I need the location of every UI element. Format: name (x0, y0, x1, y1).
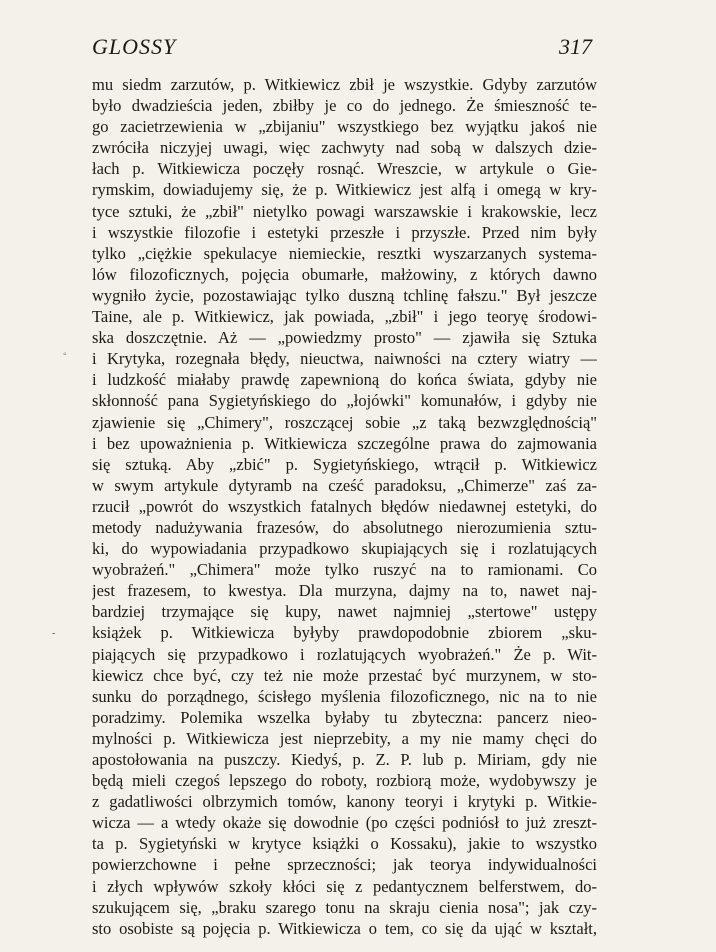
text-line: i złych wpływów szkoły kłóci się z pedantycznem belferstwem, do- (92, 876, 597, 896)
text-line: poradzimy. Polemika wszelka byłaby tu zbyteczna: pancerz nieo- (92, 707, 597, 727)
text-line: apostołowania na puszczy. Kiedyś, p. Z. P. lub p. Miriam, gdy nie (92, 750, 597, 769)
text-line: skłonność pana Sygietyńskiego do „łojówki" komunałów, i gdyby nie (92, 391, 597, 411)
text-line: i Krytyka, rozegnała błędy, nieuctwa, naiwności na cztery wiatry — (92, 349, 597, 369)
text-line: wicza — a wtedy okaże się dowodnie (po części podniósł to już zreszt- (92, 813, 597, 833)
text-line: zwróciła niczyjej uwagi, więc zachwyty nad sobą w dalszych dzie- (92, 138, 597, 158)
text-line: będą mieli czegoś lepszego do roboty, rozbiorą może, wydobywszy je (92, 771, 597, 791)
text-line: ska doszczętnie. Aż — „powiedzmy prosto" — zjawiła się Sztuka (92, 328, 597, 348)
text-line: w swym artykule dytyramb na cześć paradoksu, „Chimerze" zaś za- (92, 475, 597, 495)
body-text (92, 74, 597, 939)
text-line: tylko „ciężkie spekulacye niemieckie, resztki wyszarzanych systema- (92, 243, 597, 263)
text-line: metody nadużywania frazesów, do absolutnego nierozumienia sztu- (92, 517, 597, 537)
text-line: wygniło życie, pozostawiając tylko duszną tchlinę fałszu." Był jeszcze (92, 285, 597, 305)
text-line: z gadatliwości olbrzymich tomów, kanony teoryi i krytyki p. Witkie- (92, 792, 597, 812)
text-line: go zacietrzewienia w „zbijaniu" wszystkiego bez wyjątku jakoś nie (92, 117, 597, 137)
page-header (92, 34, 592, 60)
text-line: piających się przypadkowo i rozlatujących wyobrażeń." Że p. Wit- (92, 644, 597, 664)
text-line: szukującem się, „braku szarego tonu na skraju cienia nosa"; jak czy- (92, 897, 597, 917)
text-line: książek p. Witkiewicza byłyby prawdopodobnie zbiorem „sku- (92, 623, 597, 643)
text-line: rymskim, dowiadujemy się, że p. Witkiewicz jest alfą i omegą w kry- (92, 180, 597, 200)
text-line: mylności p. Witkiewicza jest nieprzebity, a my nie mamy chęci do (92, 728, 597, 748)
text-line: jest frazesem, to kwestya. Dla murzyna, dajmy na to, nawet naj- (92, 581, 597, 601)
text-line: wyobrażeń." „Chimera" może tylko ruszyć na to ramionami. Co (92, 560, 597, 580)
text-line: i ludzkość miałaby prawdę zapewnioną do końca świata, gdyby nie (92, 370, 597, 390)
text-line: sunku do porządnego, ścisłego myślenia filozoficznego, nic na to nie (92, 686, 597, 706)
text-line: tyce sztuki, że „zbił" nietylko powagi warszawskie i krakowskie, lecz (92, 201, 597, 221)
margin-dash: - (52, 628, 56, 639)
text-line: bardziej trzymające się kupy, nawet najmniej „stertowe" ustępy (92, 602, 597, 622)
text-line: i wszystkie filozofie i estetyki przeszłe i przyszłe. Przed nim były (92, 222, 597, 242)
text-line: sto osobiste są pojęcia p. Witkiewicza o tem, co się da ująć w kształt, (92, 918, 597, 938)
text-line: Taine, ale p. Witkiewicz, jak powiada, „zbił" i jego teoryę środowi- (92, 307, 597, 327)
text-line: i bez upoważnienia p. Witkiewicza szczególne prawa do zajmowania (92, 433, 597, 453)
margin-speck: ◦ (63, 349, 67, 360)
text-line: lów filozoficznych, pojęcia obumarłe, małżowiny, z których dawno (92, 264, 597, 284)
text-line: ki, do wypowiadania przypadkowo skupiających się i rozlatujących (92, 539, 597, 559)
page-number: 317 (559, 34, 592, 59)
text-line: powierzchowne i pełne sprzeczności; jak teorya indywidualności (92, 855, 597, 875)
running-head: GLOSSY (92, 34, 177, 59)
text-line: rzucił „powrót do wszystkich fatalnych błędów niedawnej estetyki, do (92, 496, 597, 516)
text-line: kiewicz chce być, czy też nie może przestać być murzynem, w sto- (92, 665, 597, 685)
text-line: łach p. Witkiewicza poczęły rosnąć. Wreszcie, w artykule o Gie- (92, 159, 597, 179)
text-line: było dwadzieścia jeden, zbiłby je co do jednego. Że śmieszność te- (92, 96, 597, 116)
text-line: mu siedm zarzutów, p. Witkiewicz zbił je wszystkie. Gdyby zarzutów (92, 75, 597, 94)
text-line: zjawienie się „Chimery", roszczącej sobie „z taką bezwzględnością" (92, 412, 597, 432)
text-line: ta p. Sygietyński w krytyce książki o Kossaku), jakie to wszystko (92, 834, 597, 854)
text-line: się sztuką. Aby „zbić" p. Sygietyńskiego, wtrącił p. Witkiewicz (92, 454, 597, 474)
